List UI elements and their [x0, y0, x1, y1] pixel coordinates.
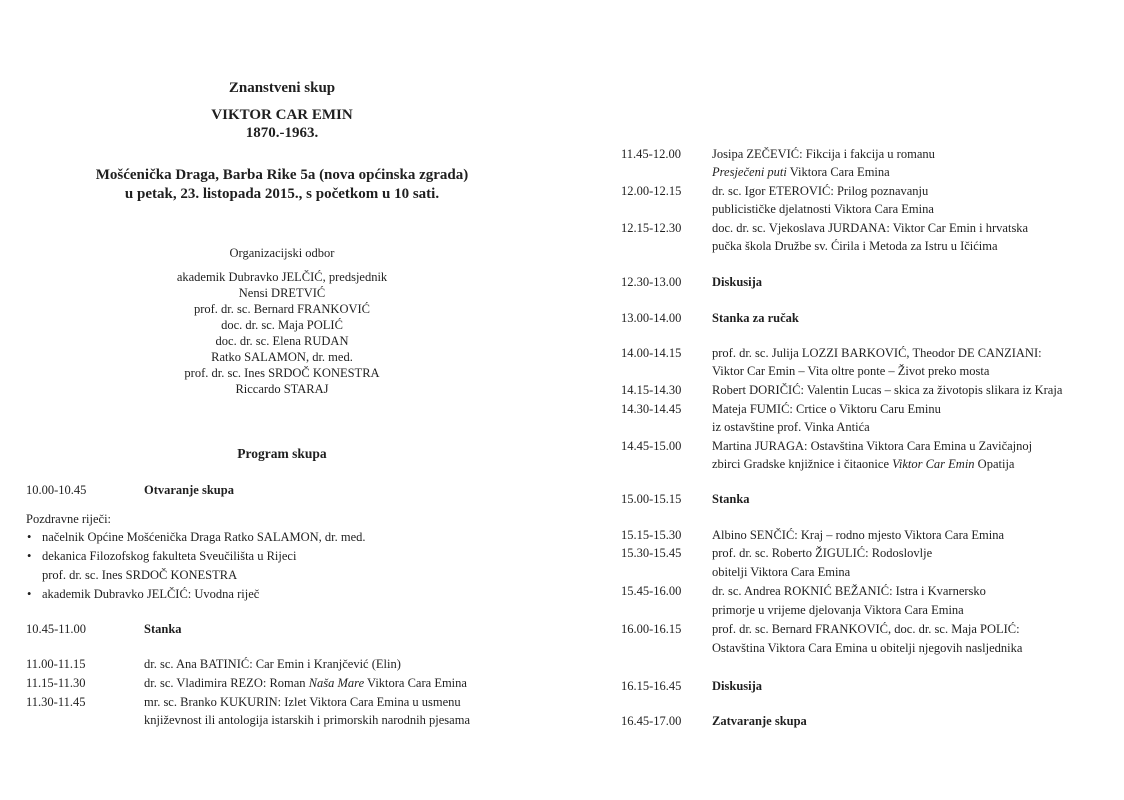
greeting-item: • akademik Dubravko JELČIĆ: Uvodna riječ	[42, 587, 259, 602]
talk-time: 11.00-11.15	[26, 657, 86, 671]
talk-time: 12.15-12.30	[621, 221, 682, 235]
event-date: u petak, 23. listopada 2015., s početkom u 10 sati.	[124, 186, 440, 202]
session-title: Stanka	[144, 622, 182, 636]
talk-title-cont: Presječeni puti Viktora Cara Emina	[712, 165, 890, 179]
talk-title-cont: Viktor Car Emin – Vita oltre ponte – Život preko mosta	[712, 364, 990, 378]
session-time: 16.45-17.00	[621, 714, 682, 728]
talk-title: dr. sc. Vladimira REZO: Roman Naša Mare Viktora Cara Emina	[144, 676, 467, 690]
talk-title: doc. dr. sc. Vjekoslava JURDANA: Viktor Car Emin i hrvatska	[712, 221, 1029, 235]
talk-time: 12.00-12.15	[621, 184, 682, 198]
event-years: 1870.-1963.	[245, 125, 319, 141]
committee-heading: Organizacijski odbor	[229, 246, 335, 260]
talk-title: prof. dr. sc. Julija LOZZI BARKOVIĆ, Theodor DE CANZIANI:	[712, 346, 1042, 360]
talk-title: Josipa ZEČEVIĆ: Fikcija i fakcija u romanu	[712, 147, 935, 161]
talk-title: Martina JURAGA: Ostavština Viktora Cara Emina u Zavičajnoj	[712, 439, 1033, 453]
session-time: 10.00-10.45	[26, 483, 87, 497]
greeting-item: • načelnik Općine Mošćenička Draga Ratko SALAMON, dr. med.	[42, 530, 366, 545]
talk-time: 14.00-14.15	[621, 346, 682, 360]
greeting-item-cont: prof. dr. sc. Ines SRDOČ KONESTRA	[42, 568, 238, 582]
talk-time: 16.00-16.15	[621, 622, 682, 636]
session-title: Diskusija	[712, 679, 763, 693]
talk-title-cont: Ostavština Viktora Cara Emina u obitelji njegovih nasljednika	[712, 641, 1023, 655]
talk-title-cont: obitelji Viktora Cara Emina	[712, 565, 851, 579]
session-time: 10.45-11.00	[26, 622, 86, 636]
committee-member: Ratko SALAMON, dr. med.	[211, 350, 353, 364]
session-time: 12.30-13.00	[621, 275, 682, 289]
talk-time: 14.45-15.00	[621, 439, 682, 453]
session-time: 16.15-16.45	[621, 679, 682, 693]
talk-time: 15.45-16.00	[621, 584, 682, 598]
session-time: 13.00-14.00	[621, 311, 682, 325]
talk-title: mr. sc. Branko KUKURIN: Izlet Viktora Cara Emina u usmenu	[144, 695, 461, 709]
session-title: Stanka za ručak	[712, 311, 799, 325]
talk-title: Albino SENČIĆ: Kraj – rodno mjesto Viktora Cara Emina	[712, 528, 1005, 542]
committee-member: Nensi DRETVIĆ	[238, 286, 326, 300]
committee-member: doc. dr. sc. Elena RUDAN	[215, 334, 349, 348]
committee-member: Riccardo STARAJ	[235, 382, 329, 396]
talk-time: 11.30-11.45	[26, 695, 86, 709]
talk-title: dr. sc. Igor ETEROVIĆ: Prilog poznavanju	[712, 184, 929, 198]
event-location: Mošćenička Draga, Barba Rike 5a (nova općinska zgrada)	[95, 167, 469, 183]
greetings-label: Pozdravne riječi:	[26, 512, 112, 526]
talk-title-cont: zbirci Gradske knjižnice i čitaonice Viktor Car Emin Opatija	[712, 457, 1015, 471]
committee-member: doc. dr. sc. Maja POLIĆ	[221, 318, 343, 332]
session-title: Diskusija	[712, 275, 763, 289]
committee-member: prof. dr. sc. Bernard FRANKOVIĆ	[193, 302, 371, 316]
talk-title-cont: iz ostavštine prof. Vinka Antića	[712, 420, 870, 434]
session-title: Otvaranje skupa	[144, 483, 234, 497]
talk-title-cont: publicističke djelatnosti Viktora Cara Emina	[712, 202, 934, 216]
talk-time: 14.30-14.45	[621, 402, 682, 416]
committee-member: prof. dr. sc. Ines SRDOČ KONESTRA	[184, 366, 380, 380]
committee-member: akademik Dubravko JELČIĆ, predsjednik	[176, 270, 388, 284]
talk-time: 11.15-11.30	[26, 676, 86, 690]
talk-time: 15.30-15.45	[621, 546, 682, 560]
talk-title-cont: pučka škola Družbe sv. Ćirila i Metoda za Istru u Ičićima	[712, 239, 998, 253]
talk-time: 15.15-15.30	[621, 528, 682, 542]
talk-title: prof. dr. sc. Bernard FRANKOVIĆ, doc. dr. sc. Maja POLIĆ:	[712, 622, 1020, 636]
talk-title-cont: primorje u vrijeme djelovanja Viktora Cara Emina	[712, 603, 964, 617]
talk-title-cont: književnost ili antologija istarskih i primorskih narodnih pjesama	[144, 713, 470, 727]
program-heading: Program skupa	[237, 446, 327, 461]
talk-title: Robert DORIČIĆ: Valentin Lucas – skica za životopis slikara iz Kraja	[712, 383, 1063, 397]
session-title: Zatvaranje skupa	[712, 714, 807, 728]
greeting-item: • dekanica Filozofskog fakulteta Sveučilišta u Rijeci	[42, 549, 296, 564]
talk-title: dr. sc. Andrea ROKNIĆ BEŽANIĆ: Istra i Kvarnersko	[712, 584, 986, 598]
talk-time: 14.15-14.30	[621, 383, 682, 397]
talk-title: dr. sc. Ana BATINIĆ: Car Emin i Kranjčević (Elin)	[144, 657, 401, 671]
event-title: VIKTOR CAR EMIN	[211, 107, 353, 123]
session-time: 15.00-15.15	[621, 492, 682, 506]
session-title: Stanka	[712, 492, 750, 506]
event-label: Znanstveni skup	[228, 80, 336, 96]
talk-title: prof. dr. sc. Roberto ŽIGULIĆ: Rodoslovlje	[712, 546, 933, 560]
talk-time: 11.45-12.00	[621, 147, 681, 161]
talk-title: Mateja FUMIĆ: Crtice o Viktoru Caru Eminu	[712, 402, 941, 416]
